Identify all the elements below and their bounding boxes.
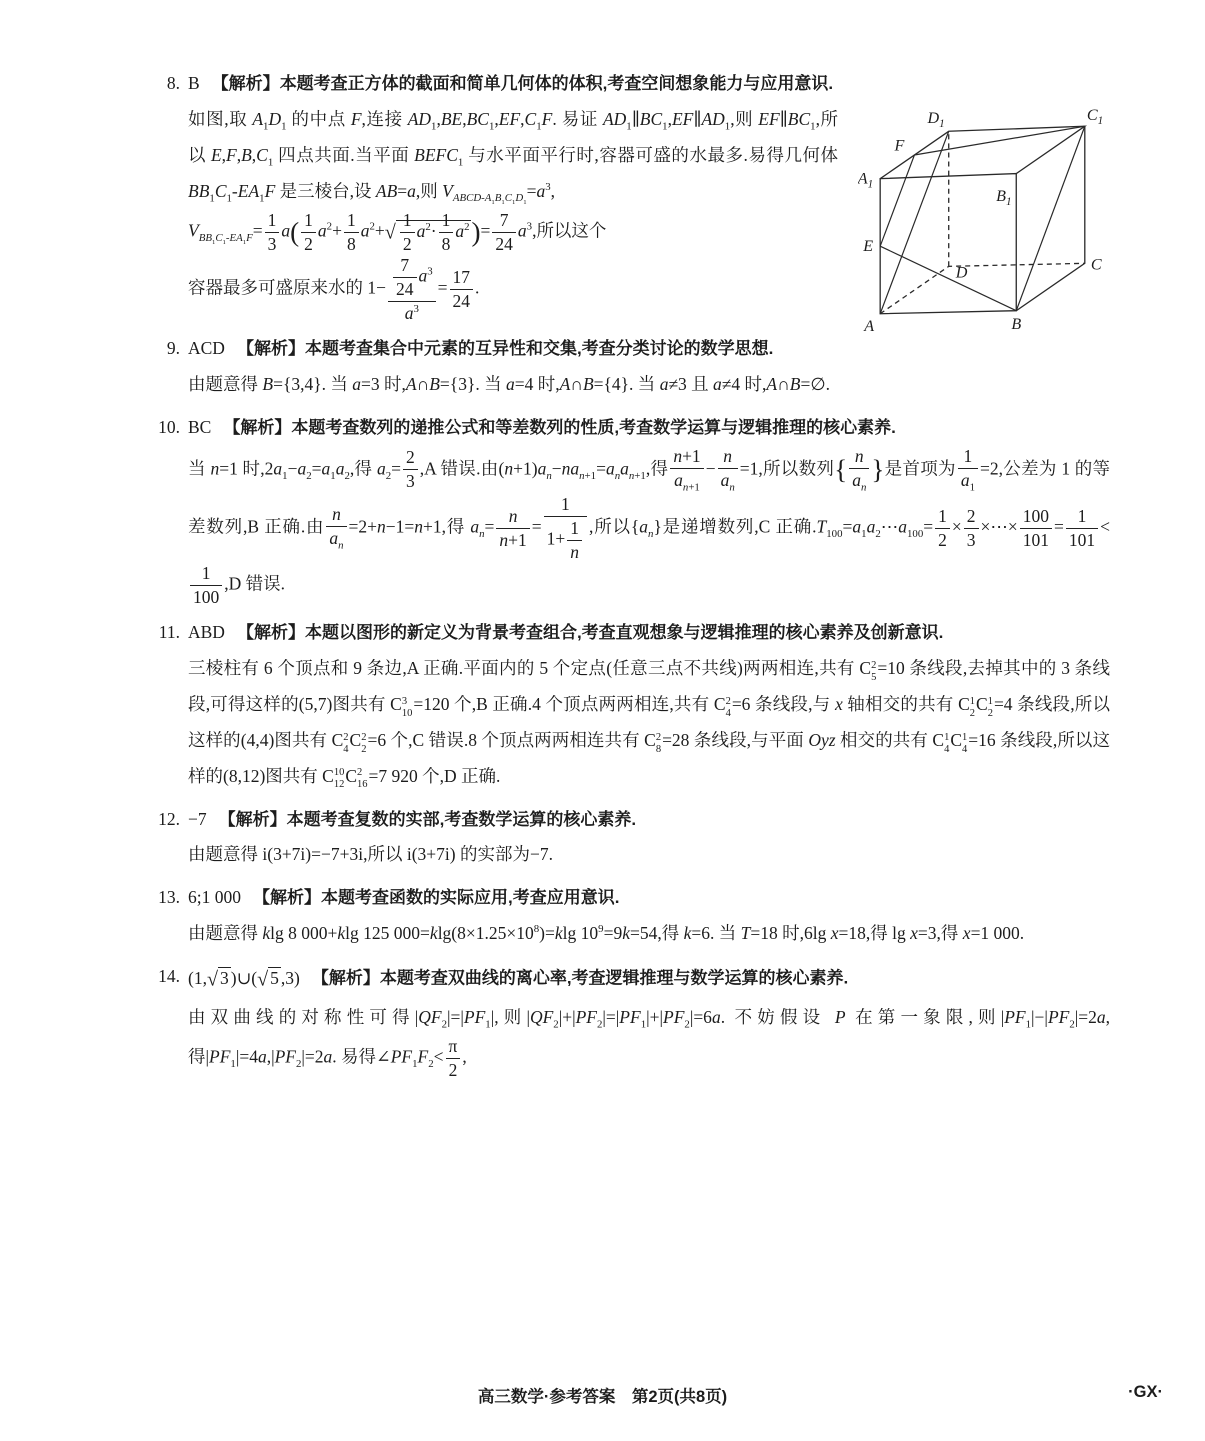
analysis-label: 【解析】 [211, 74, 280, 93]
cube-diagram [858, 106, 1110, 338]
problem-number: 8. [166, 73, 180, 93]
vertex-label-A1: $A_1$ [858, 170, 874, 191]
vertex-label-D: D [955, 264, 968, 282]
analysis-label: 【解析】 [253, 888, 321, 908]
problem-10-head [158, 410, 1110, 446]
solution-paragraph: 由题意得 i(3+7i)=−7+3i,所以 i(3+7i) 的实部为−7. [188, 844, 553, 865]
solution-paragraph: 容器最多可盛原来水的 1− $\frac{7}{24}$ $a^3$ $a^3$ = $\frac{17}{24}$ . [188, 255, 480, 324]
problem-answer: BC [188, 416, 212, 437]
problem-answer: B [188, 73, 200, 93]
problem-13-body [188, 916, 1110, 952]
problem-number: 9. [166, 338, 180, 359]
problem-answer: (1,√ 3 )∪(√ 5 ,3) [188, 967, 300, 991]
problem-answer: ACD [188, 338, 225, 359]
vertex-label-F: F [894, 137, 905, 155]
problem-answer: −7 [188, 808, 207, 829]
problem-12 [150, 802, 1110, 874]
cube-edges [880, 126, 1085, 313]
problem-11 [150, 615, 1110, 794]
problem-12-head [158, 802, 1110, 838]
problem-answer: ABD [188, 622, 225, 643]
vertex-label-C1: $C_1$ [1086, 107, 1104, 128]
page-footer [0, 1383, 1205, 1407]
footer-title: 高三数学·参考答案 第2页(共8页) [477, 1388, 728, 1406]
solution-paragraph: 三棱柱有 6 个顶点和 9 条边,A 正确.平面内的 5 个定点(任意三点不共线)两两相连,共有 C 2 5 =10 条线段,去掉其中的 3 条线段,可得这样的(5,7)图共有 C 3 10 =120 个,B 正确.4 个顶点两两相连,共有 C 2 4 =6 条线段,与 x 轴相交的共有 C 1 2 C 1 2 =4 条线段,所以这样的(4,4)图共有 C 2 4 C 2 2 =6 个,C 错误.8 个顶点两两相连共有 C 2 8 =28 条线段,与平面 Oyz 相交的共有 C 1 4 C 1 4 =16 条线段,所以这样的(8,12)图共有 C 10 12 C 2 16 =7 920 个,D 正确. [188, 658, 1111, 791]
problem-10-body [188, 446, 1110, 609]
problem-11-body [188, 651, 1110, 795]
vertex-label-B1: $B_1$ [996, 187, 1012, 208]
problem-8-head [166, 66, 1110, 102]
problem-number: 14. [158, 966, 180, 987]
solution-paragraph: $V_{BB_1C_1-EA_1F}=$ $\frac{1}{3}$ a( $\frac{1}{2}$ $a^2+$ $\frac{1}{8}$ $a^2+√$ $\frac{1}{2}$ $a^2\cdot$ $\frac{1}{8}$ $a^2)=$ $\frac{7}{24}$ $a^3$,所以这个 [188, 210, 607, 255]
analysis-label: 【解析】 [236, 339, 305, 359]
vertex-label-D1: $D_1$ [927, 110, 945, 131]
problem-14-body [188, 1000, 1110, 1081]
problem-13-head [158, 880, 1110, 916]
analysis-intro: 本题考查正方体的截面和简单几何体的体积,考查空间想象能力与应用意识. [279, 74, 834, 93]
analysis-intro: 本题考查双曲线的离心率,考查逻辑推理与数学运算的核心素养. [379, 968, 849, 988]
problem-9-body [188, 367, 1110, 403]
vertex-label-E: E [863, 238, 874, 256]
analysis-label: 【解析】 [236, 623, 305, 643]
analysis-label: 【解析】 [311, 968, 380, 988]
analysis-label: 【解析】 [218, 809, 287, 829]
analysis-intro: 本题考查数列的递推公式和等差数列的性质,考查数学运算与逻辑推理的核心素养. [291, 417, 896, 437]
analysis-intro: 本题以图形的新定义为背景考查组合,考查直观想象与逻辑推理的核心素养及创新意识. [304, 623, 944, 643]
vertex-label-A: A [864, 317, 875, 335]
problem-12-body [188, 837, 1110, 873]
solution-paragraph: 由题意得 klg 8 000+klg 125 $000=klg(8\times 1.25\times 10^8)=klg$ $10^9=9k=54$,得 k=6. 当 T=18 时,6lg x=18,得 lg x=3,得 x=1 000. [188, 923, 1025, 944]
problem-answer: 6;1 000 [188, 887, 241, 908]
problem-8 [150, 66, 1110, 335]
analysis-label: 【解析】 [223, 417, 292, 437]
solution-paragraph: 如图,取 $A_1D_1$ 的中点 F,连接 $AD_1,BE,BC_1,EF,C_1F$. 易证 $AD_1\parallel BC_1,EF\parallel AD_1$,则 $EF\parallel BC_1$,所以 $E,F,B,C_1$ 四点共面.当平面 $BEFC_1$ 与水平面平行时,容器可盛的水最多.易得几何体 $BB_1C_1-EA_1F$ 是三棱台,设 AB=a,则 $V_{ABCD-A_1B_1C_1D_1}=a^3$, [188, 108, 839, 207]
problem-number: 11. [158, 622, 180, 643]
problem-10 [150, 410, 1110, 608]
problem-13 [150, 880, 1110, 952]
vertex-label-C: C [1090, 256, 1102, 274]
cube-vertex-labels [858, 107, 1103, 335]
problem-9-head [166, 331, 1110, 367]
solution-paragraph: 当 n=1 时$,2a_1-a_2=a_1a_2$,得 $a_2=$ $\frac{2}{3}$ ,A 错误.由$(n+1)a_n-na_{n+1}=a_na_{n+1}$,得 $\frac{n+1}{a_{n+1}}$ − $\frac{n}{a_n}$ =1,所以数列{ $\frac{n}{a_n}$ }是首项为 $\frac{1}{a_1}$ =2,公差为 1 的等差数列,B 正确.由 $\frac{n}{a_n}$ =2+n−1=n+1,得 $a_n=$ $\frac{n}{n+1}$ = 1 1+ $\frac{1}{n}$ ,所以$\{a_n\}$是递增数列,C 正确$.T_{100}=a_1a_2\cdots a_{100}=$ $\frac{1}{2}$ × $\frac{2}{3}$ ×⋯× $\frac{100}{101}$ = $\frac{1}{101}$ < $\frac{1}{100}$ ,D 错误. [188, 445, 1111, 608]
problem-8-body [188, 102, 1110, 335]
cube-construction-lines [880, 126, 1085, 313]
footer-code: ·GX· [1128, 1383, 1163, 1401]
problem-number: 12. [158, 808, 180, 829]
problem-14-head [158, 959, 1110, 1000]
analysis-intro: 本题考查函数的实际应用,考查应用意识. [321, 888, 620, 908]
vertex-label-B: B [1011, 315, 1022, 333]
cube-diagram-svg [858, 106, 1110, 338]
problem-number: 10. [158, 416, 180, 437]
problem-number: 13. [158, 887, 180, 908]
analysis-intro: 本题考查复数的实部,考查数学运算的核心素养. [286, 809, 637, 829]
problem-11-head [158, 615, 1110, 651]
problem-14 [150, 959, 1110, 1081]
problem-9 [150, 331, 1110, 403]
solution-paragraph: 由双曲线的对称性可得$|QF_2|=|PF_1|$,则$|QF_2|+|PF_2|=|PF_1|+|PF_2|=6a$. 不妨假设 P 在第一象限,则$|PF_1|-|PF_2|=2a$,得$|PF_1|=4a,|PF_2|=2a$. 易得$\angle PF_1F_2<$ $\frac{\pi}{2}$ , [188, 1007, 1110, 1081]
solution-paragraph: 由题意得 B={3,4}. 当 a=3 时,A∩B={3}. 当 a=4 时,A∩B={4}. 当 a≠3 且 a≠4 时,A∩B=∅. [188, 373, 830, 394]
analysis-intro: 本题考查集合中元素的互异性和交集,考查分类讨论的数学思想. [304, 339, 774, 359]
